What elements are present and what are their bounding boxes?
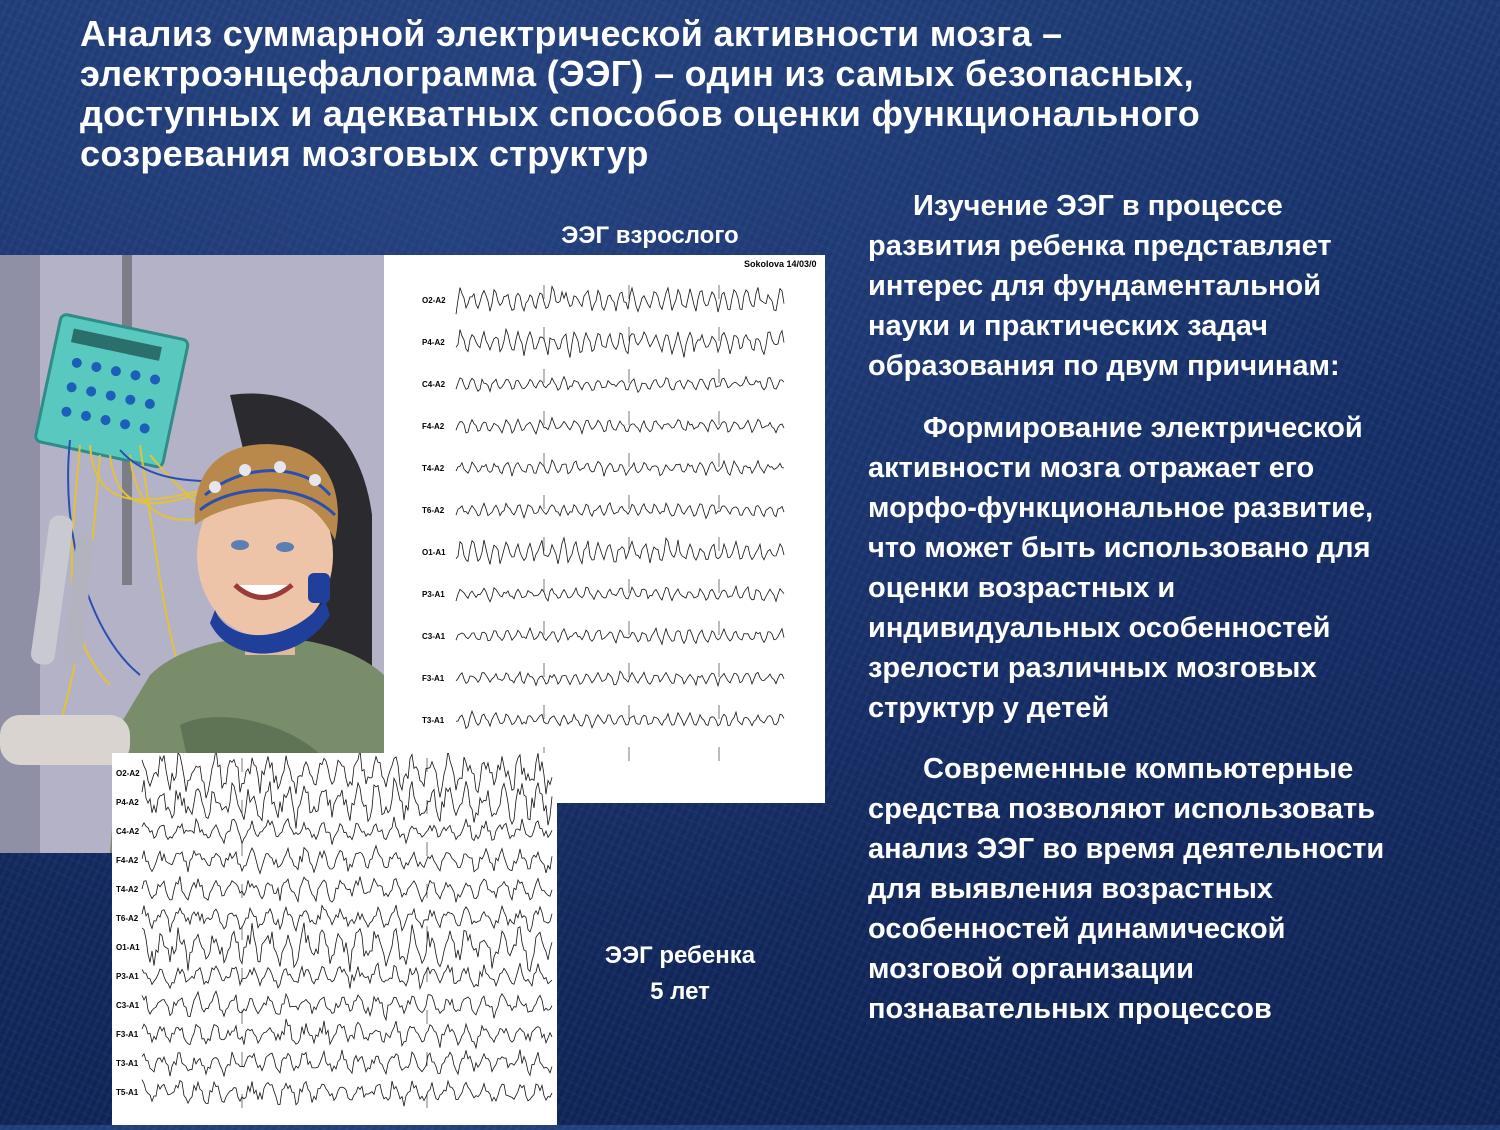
eeg-trace (142, 923, 552, 972)
caption-child-line-2: 5 лет (650, 978, 710, 1005)
paragraph-1-line-3: интерес для фундаментальной (868, 270, 1322, 302)
eeg-trace (142, 778, 552, 828)
eeg-trace (142, 991, 552, 1020)
eeg-channel-label: T3-A1 (422, 716, 445, 725)
paragraph-2-line-7: зрелости различных мозговых (868, 652, 1317, 684)
eeg-trace (456, 329, 784, 357)
eeg-trace (142, 1080, 552, 1107)
eeg-channel-label: P3-A1 (116, 972, 139, 981)
eeg-channel-label: T4-A2 (422, 464, 445, 473)
paragraph-1 (868, 186, 1478, 386)
eeg-channel-label: P4-A2 (116, 798, 139, 807)
eeg-trace (456, 538, 784, 565)
eeg-trace (456, 586, 784, 602)
eeg-trace (142, 846, 552, 874)
eeg-channel-label: F4-A2 (116, 856, 139, 865)
paragraph-2-line-3: морфо-функциональное развитие, (868, 492, 1374, 524)
eeg-trace (456, 628, 784, 644)
eeg-channel-label: P4-A2 (422, 338, 445, 347)
eeg-channel-label: F4-A2 (422, 422, 445, 431)
eeg-channel-label: T3-A1 (116, 1059, 139, 1068)
eeg-channel-label: O2-A2 (116, 769, 140, 778)
paragraph-2-line-1: Формирование электрической (923, 412, 1363, 444)
eeg-trace (456, 711, 784, 728)
paragraph-3-line-4: для выявления возрастных (868, 873, 1274, 905)
paragraph-3 (868, 749, 1478, 1029)
paragraph-3-line-5: особенностей динамической (868, 913, 1286, 945)
title-line-2: электроэнцефалограмма (ЭЭГ) – один из самых безопасных, (80, 53, 1194, 94)
eeg-trace (456, 671, 784, 686)
eeg-channel-label: F3-A1 (422, 674, 445, 683)
eeg-channel-label: F3-A1 (116, 1030, 139, 1039)
paragraph-3-line-7: познавательных процессов (868, 993, 1272, 1025)
paragraph-1-line-1: Изучение ЭЭГ в процессе (913, 190, 1283, 222)
eeg-channel-label: C3-A1 (422, 632, 446, 641)
eeg-channel-label: O1-A1 (422, 548, 446, 557)
eeg-channel-label: O2-A2 (422, 296, 446, 305)
eeg-trace (456, 460, 784, 476)
slide-title (80, 14, 1460, 174)
eeg-trace (142, 876, 552, 902)
eeg-trace (456, 418, 784, 434)
eeg-channel-label: T6-A2 (116, 914, 139, 923)
eeg-trace (456, 503, 784, 519)
eeg-child-chart (112, 753, 557, 1125)
title-line-1: Анализ суммарной электрической активности мозга – (80, 13, 1063, 54)
eeg-channel-label: C4-A2 (116, 827, 140, 836)
eeg-channel-label: T4-A2 (116, 885, 139, 894)
paragraph-1-line-2: развития ребенка представляет (868, 230, 1332, 262)
paragraph-1-line-4: науки и практических задач (868, 310, 1269, 342)
eeg-trace (142, 753, 552, 798)
eeg-trace (456, 377, 784, 393)
eeg-adult-chart (384, 255, 825, 803)
eeg-channel-label: T5-A1 (116, 1088, 139, 1097)
body-text (868, 186, 1478, 1029)
eeg-channel-label: T6-A2 (422, 506, 445, 515)
paragraph-1-line-5: образования по двум причинам: (868, 350, 1340, 382)
title-line-3: доступных и адекватных способов оценки функционального (80, 93, 1201, 134)
eeg-trace (142, 1050, 552, 1077)
title-line-4: созревания мозговых структур (80, 133, 649, 174)
caption-child-line-1: ЭЭГ ребенка (604, 942, 756, 969)
eeg-channel-label: C3-A1 (116, 1001, 140, 1010)
eeg-adult-header: Sokolova 14/03/0 (744, 259, 817, 269)
paragraph-3-line-1: Современные компьютерные (923, 753, 1354, 785)
paragraph-2-line-2: активности мозга отражает его (868, 452, 1315, 484)
eeg-channel-label: C4-A2 (422, 380, 446, 389)
eeg-child-traces (112, 753, 557, 1125)
paragraph-2-line-6: индивидуальных особенностей (868, 612, 1331, 644)
eeg-trace (142, 1019, 552, 1048)
paragraph-2 (868, 408, 1478, 728)
eeg-channel-label: O1-A1 (116, 943, 140, 952)
paragraph-2-line-4: что может быть использовано для (868, 532, 1371, 564)
paragraph-2-line-5: оценки возрастных и (868, 572, 1176, 604)
paragraph-3-line-2: средства позволяют использовать (868, 793, 1376, 825)
eeg-channel-label: P3-A1 (422, 590, 445, 599)
eeg-trace (456, 287, 784, 315)
eeg-trace (142, 817, 552, 845)
caption-adult-eeg: ЭЭГ взрослого (561, 222, 739, 249)
caption-child-eeg (570, 938, 790, 1010)
paragraph-3-line-6: мозговой организации (868, 953, 1194, 985)
eeg-trace (142, 963, 552, 988)
eeg-trace (142, 905, 552, 932)
paragraph-2-line-8: структур у детей (868, 692, 1110, 724)
paragraph-3-line-3: анализ ЭЭГ во время деятельности (868, 833, 1385, 865)
eeg-adult-traces (384, 255, 825, 803)
